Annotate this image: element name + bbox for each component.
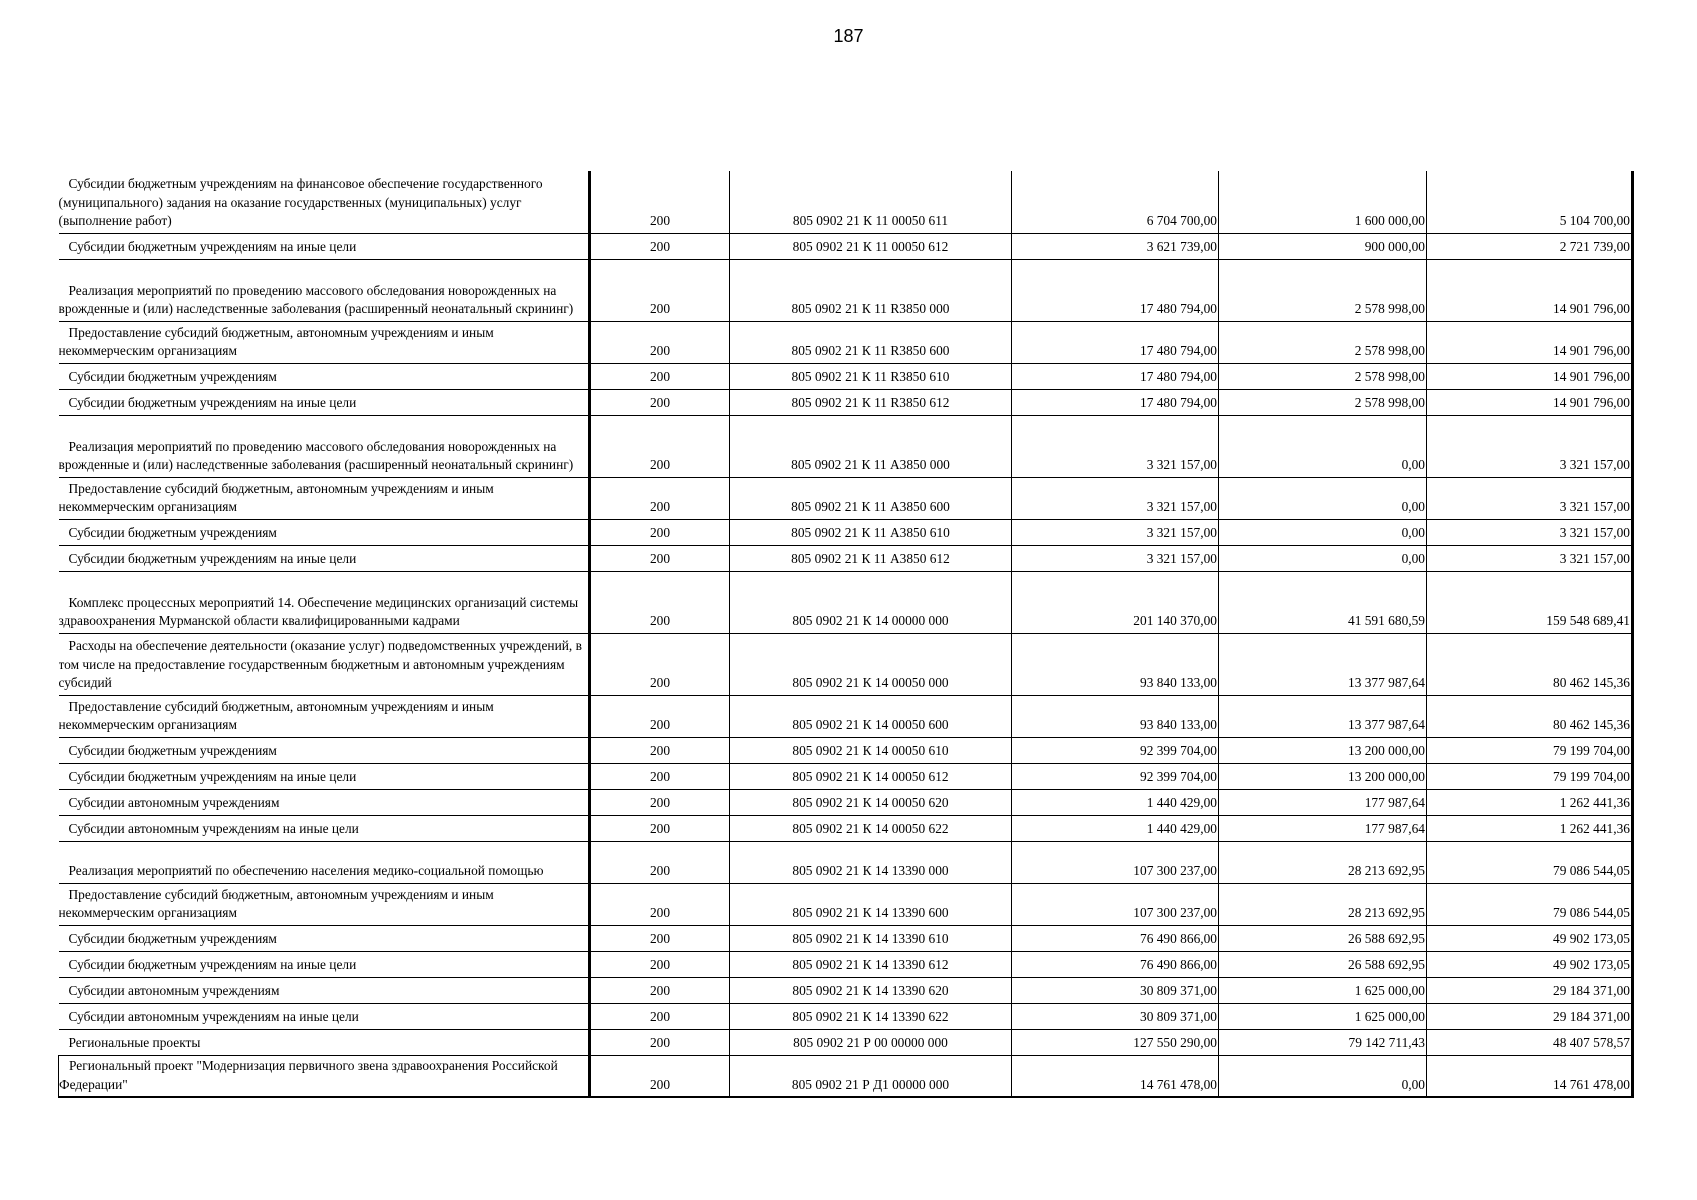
cell-code: 200 bbox=[590, 233, 730, 259]
cell-remaining: 14 761 478,00 bbox=[1427, 1055, 1633, 1097]
cell-name bbox=[59, 789, 590, 815]
cell-kbk: 805 0902 21 К 14 00050 612 bbox=[730, 763, 1012, 789]
cell-plan: 17 480 794,00 bbox=[1012, 389, 1219, 415]
cell-kbk: 805 0902 21 К 11 А3850 000 bbox=[730, 415, 1012, 477]
row-label: Расходы на обеспечение деятельности (оказание услуг) подведомственных учреждений, в том числе на предоставление государственным бюджетным и автономным учреждениям субсидий bbox=[58, 638, 582, 690]
cell-code: 200 bbox=[590, 571, 730, 633]
cell-plan: 30 809 371,00 bbox=[1012, 977, 1219, 1003]
cell-kbk: 805 0902 21 К 14 13390 622 bbox=[730, 1003, 1012, 1029]
cell-name bbox=[59, 925, 590, 951]
table-row bbox=[59, 789, 1633, 815]
cell-kbk: 805 0902 21 К 14 00050 622 bbox=[730, 815, 1012, 841]
table-row bbox=[59, 951, 1633, 977]
cell-plan: 14 761 478,00 bbox=[1012, 1055, 1219, 1097]
table-row bbox=[59, 571, 1633, 633]
cell-executed: 13 377 987,64 bbox=[1219, 695, 1427, 737]
cell-remaining: 29 184 371,00 bbox=[1427, 977, 1633, 1003]
cell-remaining: 80 462 145,36 bbox=[1427, 695, 1633, 737]
row-label: Субсидии автономным учреждениям на иные цели bbox=[68, 821, 359, 836]
cell-plan: 17 480 794,00 bbox=[1012, 321, 1219, 363]
cell-code: 200 bbox=[590, 883, 730, 925]
cell-executed: 2 578 998,00 bbox=[1219, 321, 1427, 363]
cell-remaining: 3 321 157,00 bbox=[1427, 519, 1633, 545]
cell-code: 200 bbox=[590, 737, 730, 763]
table-row bbox=[59, 171, 1633, 233]
cell-remaining: 14 901 796,00 bbox=[1427, 363, 1633, 389]
budget-table-body bbox=[59, 171, 1633, 1097]
cell-code: 200 bbox=[590, 951, 730, 977]
cell-executed: 13 200 000,00 bbox=[1219, 763, 1427, 789]
cell-kbk: 805 0902 21 К 11 00050 612 bbox=[730, 233, 1012, 259]
table-row bbox=[59, 477, 1633, 519]
table-row bbox=[59, 519, 1633, 545]
page-number: 187 bbox=[833, 26, 864, 46]
cell-plan: 76 490 866,00 bbox=[1012, 925, 1219, 951]
cell-name bbox=[59, 363, 590, 389]
cell-plan: 1 440 429,00 bbox=[1012, 815, 1219, 841]
cell-kbk: 805 0902 21 К 11 R3850 610 bbox=[730, 363, 1012, 389]
cell-kbk: 805 0902 21 К 14 00050 600 bbox=[730, 695, 1012, 737]
cell-kbk: 805 0902 21 Р Д1 00000 000 bbox=[730, 1055, 1012, 1097]
row-label: Предоставление субсидий бюджетным, автономным учреждениям и иным некоммерческим организациям bbox=[58, 480, 494, 514]
cell-kbk: 805 0902 21 К 11 R3850 000 bbox=[730, 259, 1012, 321]
cell-kbk: 805 0902 21 К 11 А3850 600 bbox=[730, 477, 1012, 519]
cell-remaining: 29 184 371,00 bbox=[1427, 1003, 1633, 1029]
cell-code: 200 bbox=[590, 633, 730, 695]
cell-code: 200 bbox=[590, 519, 730, 545]
cell-remaining: 48 407 578,57 bbox=[1427, 1029, 1633, 1055]
row-label: Субсидии автономным учреждениям на иные цели bbox=[68, 1009, 359, 1024]
cell-name bbox=[59, 883, 590, 925]
cell-executed: 0,00 bbox=[1219, 477, 1427, 519]
table-row bbox=[59, 1003, 1633, 1029]
cell-code: 200 bbox=[590, 545, 730, 571]
cell-remaining: 3 321 157,00 bbox=[1427, 545, 1633, 571]
row-label: Субсидии бюджетным учреждениям на иные цели bbox=[68, 769, 357, 784]
cell-kbk: 805 0902 21 К 14 13390 610 bbox=[730, 925, 1012, 951]
cell-code: 200 bbox=[590, 259, 730, 321]
row-label: Предоставление субсидий бюджетным, автономным учреждениям и иным некоммерческим организациям bbox=[58, 886, 494, 920]
cell-kbk: 805 0902 21 К 11 А3850 612 bbox=[730, 545, 1012, 571]
cell-plan: 1 440 429,00 bbox=[1012, 789, 1219, 815]
cell-code: 200 bbox=[590, 1029, 730, 1055]
row-label: Реализация мероприятий по проведению массового обследования новорожденных на врожденные и (или) наследственные заболевания (расширенный неонатальный скрининг) bbox=[58, 438, 574, 472]
cell-name bbox=[59, 841, 590, 883]
cell-code: 200 bbox=[590, 171, 730, 233]
cell-name bbox=[59, 951, 590, 977]
cell-name bbox=[59, 977, 590, 1003]
table-row bbox=[59, 233, 1633, 259]
table-row bbox=[59, 977, 1633, 1003]
cell-plan: 93 840 133,00 bbox=[1012, 633, 1219, 695]
row-label: Субсидии бюджетным учреждениям на иные цели bbox=[68, 957, 357, 972]
cell-code: 200 bbox=[590, 389, 730, 415]
table-row bbox=[59, 925, 1633, 951]
cell-name bbox=[59, 1055, 590, 1097]
row-label: Региональный проект "Модернизация первичного звена здравоохранения Российской Федерации" bbox=[59, 1058, 558, 1092]
cell-remaining: 5 104 700,00 bbox=[1427, 171, 1633, 233]
row-label: Субсидии бюджетным учреждениям bbox=[68, 525, 277, 540]
table-row bbox=[59, 883, 1633, 925]
cell-code: 200 bbox=[590, 321, 730, 363]
cell-kbk: 805 0902 21 К 11 00050 611 bbox=[730, 171, 1012, 233]
row-label: Предоставление субсидий бюджетным, автономным учреждениям и иным некоммерческим организациям bbox=[58, 698, 494, 732]
cell-remaining: 79 086 544,05 bbox=[1427, 841, 1633, 883]
cell-remaining: 79 199 704,00 bbox=[1427, 737, 1633, 763]
cell-code: 200 bbox=[590, 815, 730, 841]
cell-executed: 177 987,64 bbox=[1219, 789, 1427, 815]
cell-remaining: 3 321 157,00 bbox=[1427, 477, 1633, 519]
cell-executed: 79 142 711,43 bbox=[1219, 1029, 1427, 1055]
cell-name bbox=[59, 763, 590, 789]
table-row bbox=[59, 1029, 1633, 1055]
cell-plan: 3 621 739,00 bbox=[1012, 233, 1219, 259]
cell-name bbox=[59, 737, 590, 763]
cell-kbk: 805 0902 21 К 14 13390 000 bbox=[730, 841, 1012, 883]
cell-plan: 3 321 157,00 bbox=[1012, 477, 1219, 519]
cell-name bbox=[59, 545, 590, 571]
cell-name bbox=[59, 1003, 590, 1029]
cell-kbk: 805 0902 21 К 14 13390 620 bbox=[730, 977, 1012, 1003]
cell-name bbox=[59, 415, 590, 477]
cell-code: 200 bbox=[590, 363, 730, 389]
row-label: Субсидии бюджетным учреждениям на иные цели bbox=[68, 395, 357, 410]
cell-code: 200 bbox=[590, 477, 730, 519]
table-row bbox=[59, 321, 1633, 363]
cell-remaining: 1 262 441,36 bbox=[1427, 789, 1633, 815]
cell-name bbox=[59, 171, 590, 233]
cell-name bbox=[59, 233, 590, 259]
cell-remaining: 80 462 145,36 bbox=[1427, 633, 1633, 695]
cell-plan: 17 480 794,00 bbox=[1012, 363, 1219, 389]
cell-kbk: 805 0902 21 К 11 А3850 610 bbox=[730, 519, 1012, 545]
row-label: Реализация мероприятий по обеспечению населения медико-социальной помощью bbox=[68, 863, 544, 878]
cell-remaining: 14 901 796,00 bbox=[1427, 259, 1633, 321]
cell-remaining: 79 086 544,05 bbox=[1427, 883, 1633, 925]
row-label: Субсидии бюджетным учреждениям на иные цели bbox=[68, 551, 357, 566]
cell-name bbox=[59, 519, 590, 545]
cell-name bbox=[59, 389, 590, 415]
cell-name bbox=[59, 815, 590, 841]
table-row bbox=[59, 363, 1633, 389]
cell-code: 200 bbox=[590, 695, 730, 737]
cell-plan: 107 300 237,00 bbox=[1012, 841, 1219, 883]
table-row bbox=[59, 389, 1633, 415]
row-label: Субсидии автономным учреждениям bbox=[68, 795, 280, 810]
cell-plan: 201 140 370,00 bbox=[1012, 571, 1219, 633]
row-label: Субсидии бюджетным учреждениям на иные цели bbox=[68, 239, 357, 254]
cell-remaining: 1 262 441,36 bbox=[1427, 815, 1633, 841]
budget-table bbox=[58, 171, 1634, 1098]
cell-executed: 1 600 000,00 bbox=[1219, 171, 1427, 233]
row-label: Региональные проекты bbox=[68, 1035, 201, 1050]
cell-executed: 26 588 692,95 bbox=[1219, 951, 1427, 977]
cell-remaining: 14 901 796,00 bbox=[1427, 389, 1633, 415]
cell-remaining: 49 902 173,05 bbox=[1427, 951, 1633, 977]
cell-code: 200 bbox=[590, 1055, 730, 1097]
cell-plan: 92 399 704,00 bbox=[1012, 737, 1219, 763]
cell-executed: 28 213 692,95 bbox=[1219, 841, 1427, 883]
cell-code: 200 bbox=[590, 977, 730, 1003]
cell-kbk: 805 0902 21 К 14 00000 000 bbox=[730, 571, 1012, 633]
cell-executed: 13 377 987,64 bbox=[1219, 633, 1427, 695]
cell-name bbox=[59, 477, 590, 519]
cell-kbk: 805 0902 21 К 14 00050 620 bbox=[730, 789, 1012, 815]
cell-plan: 3 321 157,00 bbox=[1012, 415, 1219, 477]
cell-code: 200 bbox=[590, 925, 730, 951]
cell-plan: 93 840 133,00 bbox=[1012, 695, 1219, 737]
cell-name bbox=[59, 1029, 590, 1055]
cell-remaining: 49 902 173,05 bbox=[1427, 925, 1633, 951]
table-row bbox=[59, 633, 1633, 695]
table-row bbox=[59, 737, 1633, 763]
cell-executed: 1 625 000,00 bbox=[1219, 977, 1427, 1003]
row-label: Предоставление субсидий бюджетным, автономным учреждениям и иным некоммерческим организациям bbox=[58, 324, 494, 358]
table-row bbox=[59, 545, 1633, 571]
cell-executed: 2 578 998,00 bbox=[1219, 363, 1427, 389]
table-row bbox=[59, 1055, 1633, 1097]
cell-code: 200 bbox=[590, 415, 730, 477]
row-label: Реализация мероприятий по проведению массового обследования новорожденных на врожденные и (или) наследственные заболевания (расширенный неонатальный скрининг) bbox=[58, 282, 574, 316]
cell-kbk: 805 0902 21 К 11 R3850 612 bbox=[730, 389, 1012, 415]
cell-executed: 2 578 998,00 bbox=[1219, 259, 1427, 321]
table-row bbox=[59, 415, 1633, 477]
cell-executed: 41 591 680,59 bbox=[1219, 571, 1427, 633]
cell-name bbox=[59, 259, 590, 321]
cell-executed: 2 578 998,00 bbox=[1219, 389, 1427, 415]
cell-plan: 17 480 794,00 bbox=[1012, 259, 1219, 321]
cell-executed: 0,00 bbox=[1219, 415, 1427, 477]
row-label: Субсидии бюджетным учреждениям bbox=[68, 931, 277, 946]
cell-code: 200 bbox=[590, 763, 730, 789]
table-row bbox=[59, 259, 1633, 321]
cell-kbk: 805 0902 21 К 14 00050 610 bbox=[730, 737, 1012, 763]
row-label: Субсидии бюджетным учреждениям bbox=[68, 369, 277, 384]
cell-name bbox=[59, 695, 590, 737]
table-row bbox=[59, 815, 1633, 841]
row-label: Субсидии бюджетным учреждениям на финансовое обеспечение государственного (муниципального) задания на оказание государственных (муниципальных) услуг (выполнение работ) bbox=[58, 176, 543, 228]
cell-executed: 0,00 bbox=[1219, 545, 1427, 571]
cell-executed: 28 213 692,95 bbox=[1219, 883, 1427, 925]
cell-kbk: 805 0902 21 К 11 R3850 600 bbox=[730, 321, 1012, 363]
cell-executed: 26 588 692,95 bbox=[1219, 925, 1427, 951]
cell-remaining: 14 901 796,00 bbox=[1427, 321, 1633, 363]
cell-plan: 30 809 371,00 bbox=[1012, 1003, 1219, 1029]
cell-executed: 1 625 000,00 bbox=[1219, 1003, 1427, 1029]
cell-plan: 127 550 290,00 bbox=[1012, 1029, 1219, 1055]
cell-plan: 76 490 866,00 bbox=[1012, 951, 1219, 977]
cell-name bbox=[59, 571, 590, 633]
cell-plan: 3 321 157,00 bbox=[1012, 519, 1219, 545]
cell-plan: 107 300 237,00 bbox=[1012, 883, 1219, 925]
cell-plan: 6 704 700,00 bbox=[1012, 171, 1219, 233]
cell-executed: 900 000,00 bbox=[1219, 233, 1427, 259]
cell-kbk: 805 0902 21 К 14 13390 600 bbox=[730, 883, 1012, 925]
cell-remaining: 159 548 689,41 bbox=[1427, 571, 1633, 633]
cell-executed: 0,00 bbox=[1219, 519, 1427, 545]
cell-remaining: 2 721 739,00 bbox=[1427, 233, 1633, 259]
cell-plan: 92 399 704,00 bbox=[1012, 763, 1219, 789]
cell-name bbox=[59, 321, 590, 363]
cell-executed: 0,00 bbox=[1219, 1055, 1427, 1097]
cell-code: 200 bbox=[590, 1003, 730, 1029]
table-row bbox=[59, 695, 1633, 737]
cell-executed: 177 987,64 bbox=[1219, 815, 1427, 841]
cell-kbk: 805 0902 21 Р 00 00000 000 bbox=[730, 1029, 1012, 1055]
cell-plan: 3 321 157,00 bbox=[1012, 545, 1219, 571]
cell-remaining: 3 321 157,00 bbox=[1427, 415, 1633, 477]
cell-code: 200 bbox=[590, 841, 730, 883]
row-label: Субсидии бюджетным учреждениям bbox=[68, 743, 277, 758]
cell-remaining: 79 199 704,00 bbox=[1427, 763, 1633, 789]
cell-code: 200 bbox=[590, 789, 730, 815]
cell-executed: 13 200 000,00 bbox=[1219, 737, 1427, 763]
cell-kbk: 805 0902 21 К 14 00050 000 bbox=[730, 633, 1012, 695]
row-label: Субсидии автономным учреждениям bbox=[68, 983, 280, 998]
cell-kbk: 805 0902 21 К 14 13390 612 bbox=[730, 951, 1012, 977]
table-row bbox=[59, 763, 1633, 789]
table-row bbox=[59, 841, 1633, 883]
cell-name bbox=[59, 633, 590, 695]
row-label: Комплекс процессных мероприятий 14. Обеспечение медицинских организаций системы здравоохранения Мурманской области квалифицированными кадрами bbox=[58, 594, 579, 628]
